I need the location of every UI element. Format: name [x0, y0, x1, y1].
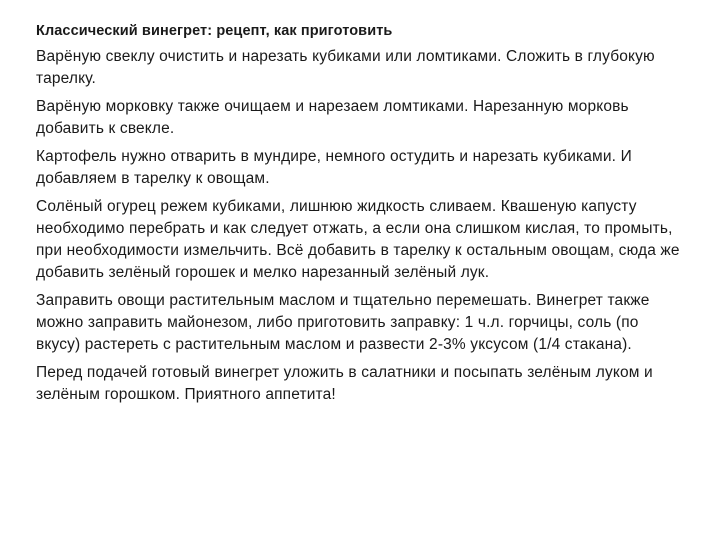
step-beet: Варёную свеклу очистить и нарезать кубиками или ломтиками. Сложить в глубокую тарелку. — [36, 48, 655, 87]
step-serving: Перед подачей готовый винегрет уложить в салатники и посыпать зелёным луком и зелёным горошком. Приятного аппетита! — [36, 364, 653, 403]
step-pickles-cabbage: Солёный огурец режем кубиками, лишнюю жидкость сливаем. Квашеную капусту необходимо перебрать и как следует отжать, а если она слишком кислая, то промыть, при необходимости измельчить. Всё добавить в тарелку к остальным овощам, сюда же добавить зелёный горошек и мелко нарезанный зелёный лук. — [36, 198, 680, 281]
step-dressing: Заправить овощи растительным маслом и тщательно перемешать. Винегрет также можно заправить майонезом, либо приготовить заправку: 1 ч.л. горчицы, соль (по вкусу) растереть с растительным маслом и развести 2-3% уксусом (1/4 стакана). — [36, 292, 650, 353]
recipe-text-block — [36, 20, 686, 412]
recipe-title: Классический винегрет: рецепт, как приготовить — [36, 23, 393, 39]
step-carrot: Варёную морковку также очищаем и нарезаем ломтиками. Нарезанную морковь добавить к свекле. — [36, 98, 629, 137]
step-potato: Картофель нужно отварить в мундире, немного остудить и нарезать кубиками. И добавляем в тарелку к овощам. — [36, 148, 632, 187]
